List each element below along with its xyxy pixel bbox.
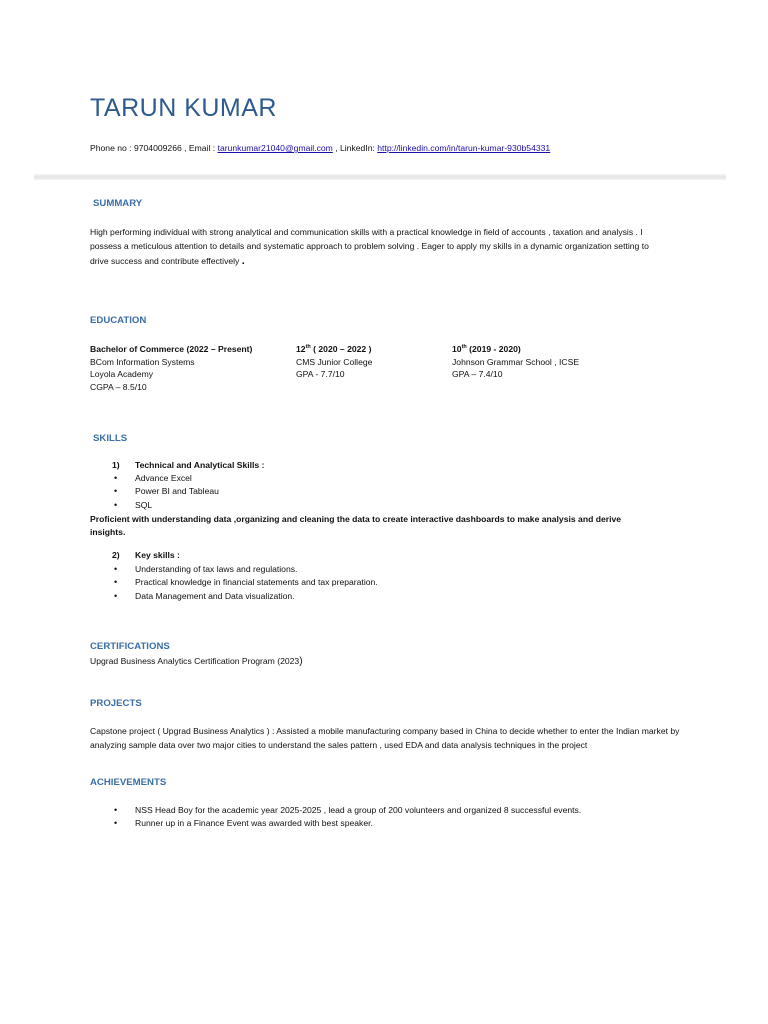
list-item xyxy=(112,576,378,589)
list-item xyxy=(112,472,219,485)
skill-item: Power BI and Tableau xyxy=(135,486,219,497)
certification-item xyxy=(90,656,303,667)
education-10th-grade: 10 xyxy=(452,344,462,354)
skills-group-2-label: Key skills : xyxy=(135,550,180,560)
skills-heading: SKILLS xyxy=(93,433,128,444)
contact-line xyxy=(90,143,550,153)
education-10th-gpa: GPA – 7.4/10 xyxy=(452,369,503,379)
bullet-glyph: • xyxy=(114,818,118,829)
education-12th-years: ( 2020 – 2022 ) xyxy=(310,344,372,354)
list-item xyxy=(112,804,581,817)
skills-technical-list xyxy=(112,472,219,512)
education-bachelor-title: Bachelor of Commerce (2022 – Present) xyxy=(90,344,253,354)
education-10th-sup: th xyxy=(461,344,467,351)
education-bachelor-college: Loyola Academy xyxy=(90,369,154,379)
education-col-bachelor xyxy=(90,343,252,393)
bullet-glyph: • xyxy=(114,805,118,815)
skills-key-list xyxy=(112,563,378,603)
summary-end-mark: . xyxy=(241,254,245,267)
linkedin-label: , LinkedIn: xyxy=(332,143,378,153)
candidate-name: TARUN KUMAR xyxy=(90,94,277,122)
skills-group-1-label: Technical and Analytical Skills : xyxy=(135,460,265,470)
bullet-glyph: • xyxy=(114,486,118,497)
list-item xyxy=(112,817,581,830)
phone-email-label: Phone no : 9704009266 , Email : xyxy=(90,143,218,153)
project-text: Capstone project ( Upgrad Business Analytics ) : Assisted a mobile manufacturing company based in China to decide whether to enter the Indian market by analyzing sample data over two major cities to understand the sales pattern , used EDA and data analysis techniques in the project xyxy=(90,726,680,751)
list-item xyxy=(112,499,219,512)
certification-close-paren: ) xyxy=(299,656,303,667)
achievements-list xyxy=(112,804,581,831)
certifications-heading: CERTIFICATIONS xyxy=(90,641,170,652)
education-10th-title xyxy=(452,343,579,356)
list-item xyxy=(112,590,378,603)
education-col-10th xyxy=(452,343,579,381)
education-bachelor-program: BCom Information Systems xyxy=(90,356,195,367)
achievement-item: NSS Head Boy for the academic year 2025-2025 , lead a group of 200 volunteers and organized 8 successful events. xyxy=(135,805,582,815)
certification-name: Upgrad Business Analytics Certification Program (2023 xyxy=(90,656,300,666)
list-item xyxy=(112,485,219,498)
achievement-item: Runner up in a Finance Event was awarded with best speaker. xyxy=(135,818,373,829)
achievements-heading: ACHIEVEMENTS xyxy=(90,777,167,788)
education-12th-gpa: GPA - 7.7/10 xyxy=(296,369,345,379)
education-10th-years: (2019 - 2020) xyxy=(466,344,521,354)
email-link[interactable]: tarunkumar21040@gmail.com xyxy=(217,143,333,153)
summary-heading: SUMMARY xyxy=(93,198,143,209)
skills-group-key-title xyxy=(112,550,180,560)
skill-item: Data Management and Data visualization. xyxy=(135,590,295,601)
skill-item: Understanding of tax laws and regulations. xyxy=(135,564,298,574)
skill-item: Practical knowledge in financial statements and tax preparation. xyxy=(135,577,378,588)
header-divider xyxy=(34,174,726,180)
summary-body: High performing individual with strong analytical and communication skills with a practical knowledge in field of accounts , taxation and analysis . I possess a meticulous attention to details and systematic approach to problem solving . Eager to apply my skills in a dynamic organization setting to drive success and contribute effectively xyxy=(90,227,649,266)
education-12th-grade: 12 xyxy=(296,344,306,354)
skill-item: SQL xyxy=(135,499,153,510)
skill-item: Advance Excel xyxy=(135,473,192,483)
skills-group-technical-title xyxy=(112,460,264,470)
skills-group-2-number: 2) xyxy=(112,550,120,560)
linkedin-link[interactable]: http://linkedin.com/in/tarun-kumar-930b54331 xyxy=(377,143,551,153)
projects-heading: PROJECTS xyxy=(90,698,142,709)
education-10th-school: Johnson Grammar School , ICSE xyxy=(452,356,580,367)
summary-text xyxy=(90,225,656,268)
skills-proficient-text: Proficient with understanding data ,organizing and cleaning the data to create interactive dashboards to make analysis and derive insights. xyxy=(90,514,622,537)
bullet-glyph: • xyxy=(114,590,118,601)
bullet-glyph: • xyxy=(114,577,118,588)
education-12th-sup: th xyxy=(305,344,311,351)
education-heading: EDUCATION xyxy=(90,315,147,326)
skills-group-1-number: 1) xyxy=(112,460,120,470)
education-12th-title xyxy=(296,343,372,356)
bullet-glyph: • xyxy=(114,564,118,574)
education-12th-college: CMS Junior College xyxy=(296,356,373,367)
education-bachelor-cgpa: CGPA – 8.5/10 xyxy=(90,381,147,392)
bullet-glyph: • xyxy=(114,499,118,510)
education-col-12th xyxy=(296,343,372,381)
bullet-glyph: • xyxy=(114,473,118,483)
list-item xyxy=(112,563,378,576)
